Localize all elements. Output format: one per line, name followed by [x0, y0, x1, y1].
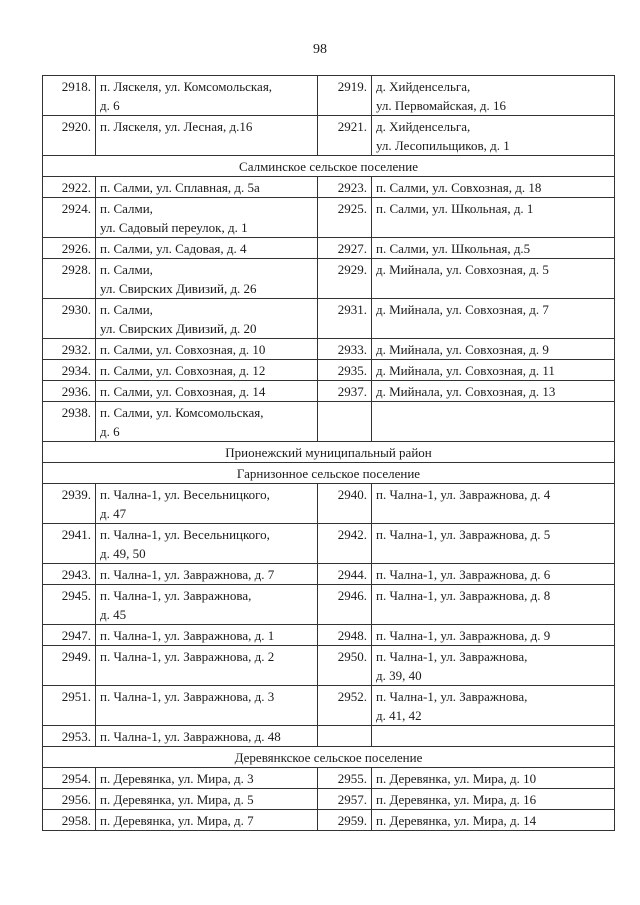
- address-line: п. Чална-1, ул. Завражнова,: [376, 649, 528, 664]
- entry-address: [372, 726, 615, 747]
- entry-number: 2936.: [43, 381, 96, 402]
- address-line: п. Деревянка, ул. Мира, д. 7: [100, 813, 254, 828]
- address-line: п. Салми,: [100, 201, 153, 216]
- address-line: ул. Лесопильщиков, д. 1: [376, 138, 510, 153]
- entry-address: [372, 789, 615, 810]
- entry-number: 2946.: [318, 585, 372, 625]
- entry-address: [96, 116, 318, 156]
- address-line: п. Салми,: [100, 262, 153, 277]
- address-table-body: [43, 76, 615, 831]
- entry-address: [96, 484, 318, 524]
- address-line: д. Мийнала, ул. Совхозная, д. 13: [376, 384, 556, 399]
- entry-address: [96, 686, 318, 726]
- entry-number: 2958.: [43, 810, 96, 831]
- table-row: [43, 625, 615, 646]
- address-line: п. Деревянка, ул. Мира, д. 3: [100, 771, 254, 786]
- address-line: п. Чална-1, ул. Завражнова, д. 1: [100, 628, 275, 643]
- address-line: п. Салми, ул. Садовая, д. 4: [100, 241, 247, 256]
- address-line: д. 49, 50: [100, 546, 146, 561]
- entry-number: 2940.: [318, 484, 372, 524]
- table-row: [43, 524, 615, 564]
- address-line: п. Деревянка, ул. Мира, д. 5: [100, 792, 254, 807]
- address-line: п. Чална-1, ул. Весельницкого,: [100, 487, 270, 502]
- address-line: п. Салми, ул. Совхозная, д. 10: [100, 342, 266, 357]
- address-line: п. Чална-1, ул. Завражнова, д. 8: [376, 588, 551, 603]
- section-header-row: [43, 156, 615, 177]
- address-line: д. 6: [100, 424, 120, 439]
- page-number: 98: [313, 42, 327, 57]
- entry-number: 2921.: [318, 116, 372, 156]
- address-line: д. Хийденсельга,: [376, 79, 471, 94]
- entry-number: 2924.: [43, 198, 96, 238]
- table-row: [43, 789, 615, 810]
- entry-number: 2949.: [43, 646, 96, 686]
- entry-number: 2938.: [43, 402, 96, 442]
- section-header-row: [43, 747, 615, 768]
- address-line: д. Мийнала, ул. Совхозная, д. 11: [376, 363, 555, 378]
- section-header-row: [43, 442, 615, 463]
- address-line: ул. Садовый переулок, д. 1: [100, 220, 248, 235]
- entry-address: [96, 76, 318, 116]
- entry-address: [372, 402, 615, 442]
- address-table: [42, 75, 615, 831]
- entry-number: [318, 726, 372, 747]
- address-line: д. 6: [100, 98, 120, 113]
- address-line: д. 47: [100, 506, 127, 521]
- address-line: п. Ляскеля, ул. Комсомольская,: [100, 79, 273, 94]
- table-row: [43, 259, 615, 299]
- address-line: д. Хийденсельга,: [376, 119, 471, 134]
- entry-address: [372, 381, 615, 402]
- address-line: п. Салми, ул. Совхозная, д. 14: [100, 384, 266, 399]
- section-title: Прионежский муниципальный район: [43, 442, 615, 463]
- address-line: п. Чална-1, ул. Весельницкого,: [100, 527, 270, 542]
- entry-number: 2925.: [318, 198, 372, 238]
- table-row: [43, 116, 615, 156]
- table-row: [43, 585, 615, 625]
- entry-address: [96, 381, 318, 402]
- address-line: ул. Свирских Дивизий, д. 20: [100, 321, 257, 336]
- entry-number: 2928.: [43, 259, 96, 299]
- entry-address: [372, 238, 615, 259]
- entry-number: 2942.: [318, 524, 372, 564]
- entry-address: [96, 646, 318, 686]
- address-line: п. Чална-1, ул. Завражнова, д. 6: [376, 567, 551, 582]
- entry-address: [372, 564, 615, 585]
- entry-address: [96, 177, 318, 198]
- entry-number: 2959.: [318, 810, 372, 831]
- entry-address: [96, 259, 318, 299]
- entry-number: 2948.: [318, 625, 372, 646]
- address-line: п. Чална-1, ул. Завражнова, д. 4: [376, 487, 551, 502]
- address-line: д. Мийнала, ул. Совхозная, д. 5: [376, 262, 549, 277]
- entry-address: [96, 339, 318, 360]
- address-line: п. Деревянка, ул. Мира, д. 14: [376, 813, 537, 828]
- entry-address: [96, 585, 318, 625]
- table-row: [43, 76, 615, 116]
- entry-address: [96, 238, 318, 259]
- entry-number: 2919.: [318, 76, 372, 116]
- table-row: [43, 768, 615, 789]
- entry-address: [372, 625, 615, 646]
- entry-number: 2944.: [318, 564, 372, 585]
- entry-address: [372, 177, 615, 198]
- address-line: ул. Первомайская, д. 16: [376, 98, 506, 113]
- entry-number: 2929.: [318, 259, 372, 299]
- section-header-row: [43, 463, 615, 484]
- table-row: [43, 381, 615, 402]
- entry-number: 2954.: [43, 768, 96, 789]
- address-line: д. 41, 42: [376, 708, 422, 723]
- table-row: [43, 339, 615, 360]
- entry-number: 2945.: [43, 585, 96, 625]
- entry-number: 2922.: [43, 177, 96, 198]
- address-line: п. Деревянка, ул. Мира, д. 16: [376, 792, 537, 807]
- entry-address: [372, 686, 615, 726]
- entry-number: 2930.: [43, 299, 96, 339]
- address-line: п. Чална-1, ул. Завражнова,: [100, 588, 252, 603]
- entry-address: [372, 524, 615, 564]
- table-row: [43, 726, 615, 747]
- entry-address: [96, 299, 318, 339]
- entry-number: 2932.: [43, 339, 96, 360]
- address-line: п. Чална-1, ул. Завражнова, д. 2: [100, 649, 275, 664]
- address-line: п. Ляскеля, ул. Лесная, д.16: [100, 119, 253, 134]
- table-row: [43, 686, 615, 726]
- table-row: [43, 299, 615, 339]
- address-line: п. Чална-1, ул. Завражнова, д. 3: [100, 689, 275, 704]
- entry-address: [96, 726, 318, 747]
- entry-address: [96, 768, 318, 789]
- table-row: [43, 484, 615, 524]
- address-line: п. Салми, ул. Школьная, д.5: [376, 241, 531, 256]
- address-line: п. Чална-1, ул. Завражнова, д. 48: [100, 729, 281, 744]
- address-line: п. Чална-1, ул. Завражнова, д. 5: [376, 527, 551, 542]
- entry-number: 2957.: [318, 789, 372, 810]
- entry-address: [372, 585, 615, 625]
- entry-address: [372, 76, 615, 116]
- table-row: [43, 238, 615, 259]
- section-title: Гарнизонное сельское поселение: [43, 463, 615, 484]
- entry-address: [372, 116, 615, 156]
- table-row: [43, 646, 615, 686]
- address-line: д. Мийнала, ул. Совхозная, д. 7: [376, 302, 549, 317]
- entry-address: [372, 646, 615, 686]
- entry-address: [96, 810, 318, 831]
- entry-number: 2931.: [318, 299, 372, 339]
- section-title: Деревянкское сельское поселение: [43, 747, 615, 768]
- entry-address: [96, 402, 318, 442]
- address-line: д. 39, 40: [376, 668, 422, 683]
- entry-address: [372, 259, 615, 299]
- entry-number: 2918.: [43, 76, 96, 116]
- address-line: д. 45: [100, 607, 127, 622]
- entry-number: 2923.: [318, 177, 372, 198]
- entry-number: 2955.: [318, 768, 372, 789]
- entry-address: [96, 564, 318, 585]
- address-line: п. Салми, ул. Совхозная, д. 18: [376, 180, 542, 195]
- entry-number: 2935.: [318, 360, 372, 381]
- table-row: [43, 810, 615, 831]
- address-line: п. Салми, ул. Комсомольская,: [100, 405, 264, 420]
- entry-number: 2951.: [43, 686, 96, 726]
- entry-address: [372, 339, 615, 360]
- entry-number: 2952.: [318, 686, 372, 726]
- entry-address: [372, 768, 615, 789]
- address-line: п. Салми, ул. Школьная, д. 1: [376, 201, 534, 216]
- address-line: п. Чална-1, ул. Завражнова, д. 9: [376, 628, 551, 643]
- entry-address: [372, 360, 615, 381]
- entry-address: [96, 625, 318, 646]
- table-row: [43, 177, 615, 198]
- entry-number: 2956.: [43, 789, 96, 810]
- entry-address: [96, 360, 318, 381]
- entry-address: [372, 299, 615, 339]
- entry-address: [372, 484, 615, 524]
- entry-address: [372, 198, 615, 238]
- address-line: п. Салми,: [100, 302, 153, 317]
- entry-number: 2926.: [43, 238, 96, 259]
- entry-number: 2947.: [43, 625, 96, 646]
- table-row: [43, 198, 615, 238]
- entry-number: 2939.: [43, 484, 96, 524]
- table-row: [43, 360, 615, 381]
- entry-number: 2943.: [43, 564, 96, 585]
- entry-address: [372, 810, 615, 831]
- entry-number: 2920.: [43, 116, 96, 156]
- entry-number: 2934.: [43, 360, 96, 381]
- address-line: ул. Свирских Дивизий, д. 26: [100, 281, 257, 296]
- entry-number: [318, 402, 372, 442]
- entry-number: 2950.: [318, 646, 372, 686]
- entry-address: [96, 524, 318, 564]
- table-row: [43, 402, 615, 442]
- table-row: [43, 564, 615, 585]
- entry-number: 2941.: [43, 524, 96, 564]
- address-line: п. Чална-1, ул. Завражнова, д. 7: [100, 567, 275, 582]
- address-line: д. Мийнала, ул. Совхозная, д. 9: [376, 342, 549, 357]
- entry-number: 2953.: [43, 726, 96, 747]
- address-line: п. Деревянка, ул. Мира, д. 10: [376, 771, 537, 786]
- address-line: п. Салми, ул. Сплавная, д. 5а: [100, 180, 260, 195]
- entry-number: 2933.: [318, 339, 372, 360]
- entry-number: 2937.: [318, 381, 372, 402]
- entry-address: [96, 789, 318, 810]
- entry-number: 2927.: [318, 238, 372, 259]
- section-title: Салминское сельское поселение: [43, 156, 615, 177]
- address-line: п. Чална-1, ул. Завражнова,: [376, 689, 528, 704]
- entry-address: [96, 198, 318, 238]
- address-line: п. Салми, ул. Совхозная, д. 12: [100, 363, 266, 378]
